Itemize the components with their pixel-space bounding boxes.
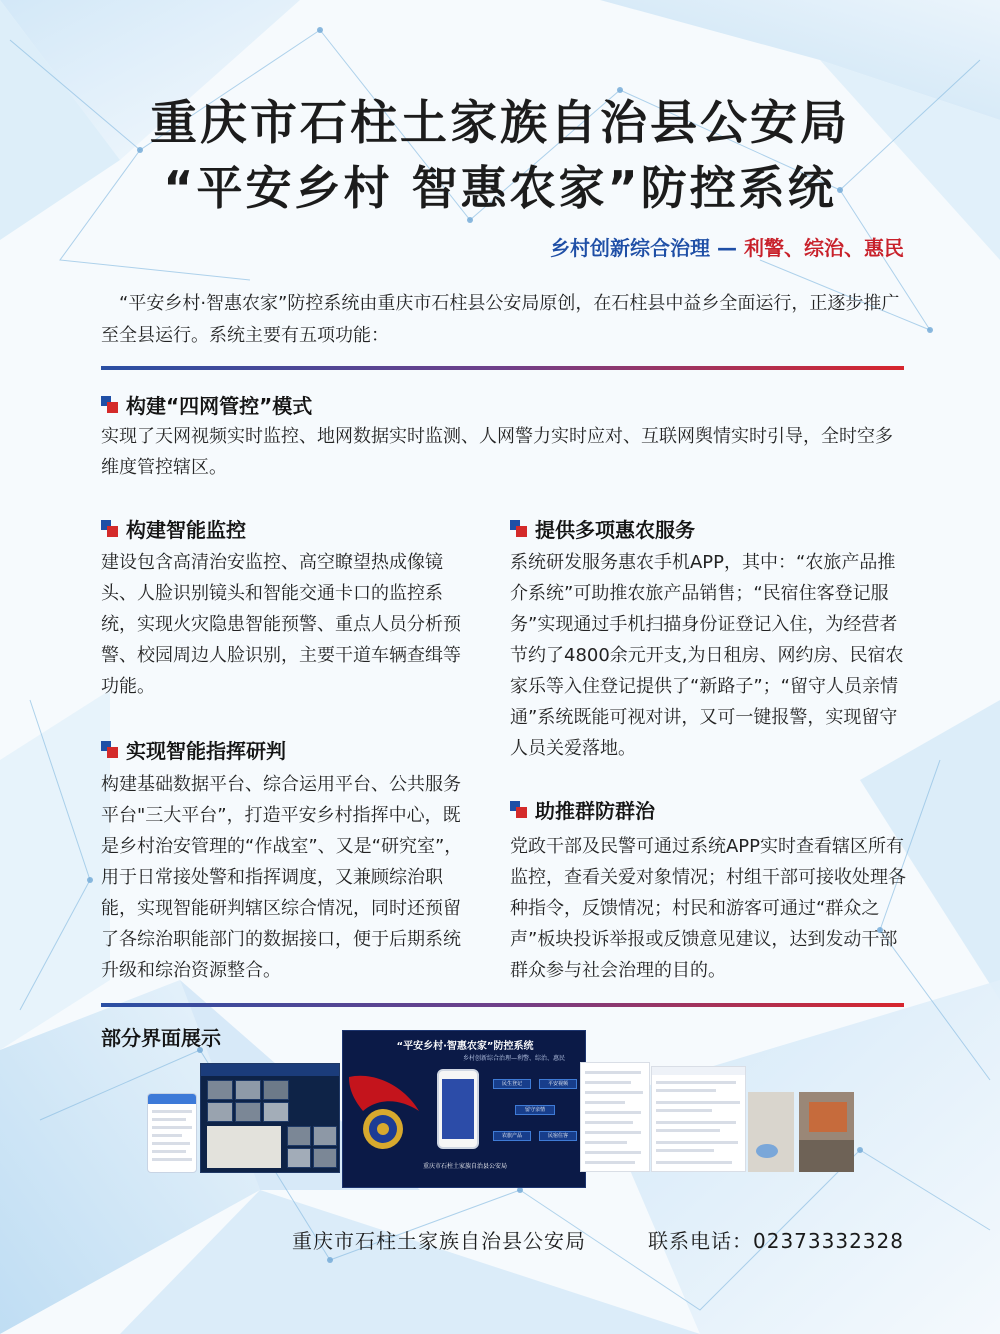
section-heading-farmer-services (510, 514, 695, 543)
divider-top (101, 366, 904, 370)
page-subtitle: “平安乡村 智惠农家”防控系统 (163, 161, 837, 215)
section-body-smart-command: 构建基础数据平台、综合运用平台、公共服务平台"三大平台”，打造平安乡村指挥中心，既是乡村治安管理的“作战室”、又是“研究室”，用于日常接处警和指挥调度，又兼顾综治职能，实现智能研判辖区综合情况，同时还预留了各综治职能部门的数据接口，便于后期系统升级和综治资源整合。 (101, 774, 463, 981)
photo-product-thumbnail (748, 1092, 794, 1172)
screenshot-message-list (651, 1066, 746, 1172)
screenshot-mobile-app (147, 1093, 197, 1173)
tagline-highlight: 利警、综治、惠民 (744, 236, 904, 260)
page-title: 重庆市石柱土家族自治县公安局 (150, 96, 850, 151)
divider-bottom (101, 1003, 904, 1007)
main-screen-title: “平安乡村·智惠农家”防控系统 (396, 1041, 534, 1052)
main-screen-footer: 重庆市石柱土家族自治县公安局 (422, 1163, 507, 1170)
photo-scene-thumbnail (799, 1092, 854, 1172)
section-heading-smart-command (101, 735, 286, 764)
phone-mockup-icon (437, 1069, 479, 1149)
section-marker-icon (101, 741, 118, 758)
section-body-smart-monitoring: 建设包含高清治安监控、高空瞭望热成像镜头、人脸识别镜头和智能交通卡口的监控系统，实现火灾隐患智能预警、重点人员分析预警、校园周边人脸识别，主要干道车辆查缉等功能。 (101, 552, 461, 697)
tagline-lead: 乡村创新综合治理 — (550, 236, 744, 260)
section-heading-text: 提供多项惠农服务 (535, 518, 695, 542)
section-marker-icon (101, 520, 118, 537)
police-emblem-icon (345, 1071, 423, 1157)
section-marker-icon (510, 520, 527, 537)
section-heading-text: 构建智能监控 (126, 518, 246, 542)
section-heading-mass-prevention (510, 795, 655, 824)
footer-organization: 重庆市石柱土家族自治县公安局 (292, 1229, 586, 1253)
main-screen-button: 留守亲情 (515, 1105, 555, 1115)
showcase-title: 部分界面展示 (101, 1026, 221, 1050)
screenshot-monitoring-dashboard (200, 1063, 340, 1173)
main-screen-button: 平安视频 (539, 1079, 577, 1089)
main-screen-button: 民生登记 (493, 1079, 531, 1089)
section-heading-four-network (101, 390, 312, 419)
main-screen-button: 民宿住客 (539, 1131, 577, 1141)
section-body-four-network: 实现了天网视频实时监控、地网数据实时监测、人网警力实时应对、互联网舆情实时引导，全时空多维度管控辖区。 (101, 426, 893, 478)
footer-contact-phone: 联系电话：02373332328 (648, 1229, 904, 1253)
main-screen-button: 农旅产品 (493, 1131, 531, 1141)
section-marker-icon (510, 801, 527, 818)
section-heading-text: 构建“四网管控”模式 (126, 394, 313, 418)
screenshot-registration-list (580, 1062, 650, 1172)
intro-paragraph: “平安乡村·智惠农家”防控系统由重庆市石柱县公安局原创，在石柱县中益乡全面运行，正逐步推广至全县运行。系统主要有五项功能： (101, 293, 900, 346)
section-heading-smart-monitoring (101, 514, 246, 543)
section-body-mass-prevention: 党政干部及民警可通过系统APP实时查看辖区所有监控，查看关爱对象情况；村组干部可接收处理各种指令，反馈情况；村民和游客可通过“群众之声”板块投诉举报或反馈意见建议，达到发动干部群众参与社会治理的目的。 (510, 836, 906, 981)
tagline (550, 232, 904, 261)
section-heading-text: 助推群防群治 (535, 799, 655, 823)
main-screen-subtitle: 乡村创新综合治理—利警、综治、惠民 (463, 1055, 566, 1062)
screenshot-system-home (342, 1030, 586, 1188)
section-body-farmer-services: 系统研发服务惠农手机APP，其中：“农旅产品推介系统”可助推农旅产品销售；“民宿住客登记服务”实现通过手机扫描身份证登记入住，为经营者节约了4800余元开支,为日租房、网约房、民宿农家乐等入住登记提供了“新路子”；“留守人员亲情通”系统既能可视对讲，又可一键报警，实现留守人员关爱落地。 (510, 552, 904, 759)
section-marker-icon (101, 396, 118, 413)
section-heading-text: 实现智能指挥研判 (126, 739, 286, 763)
